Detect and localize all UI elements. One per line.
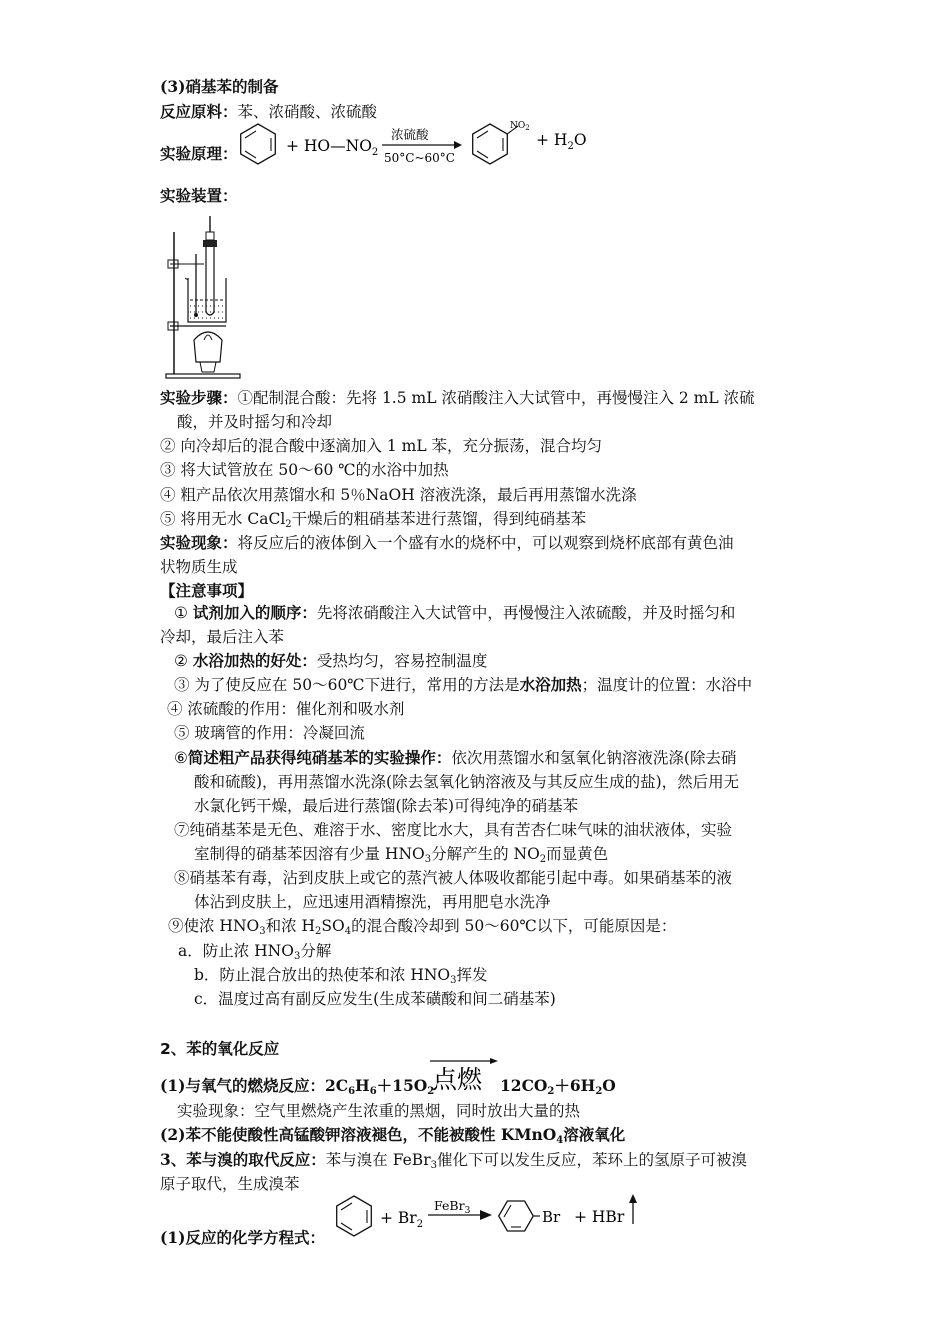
benzene-ring-reactant-2 xyxy=(337,1196,372,1236)
reagent-hono2: + $HO—NO_2$ xyxy=(286,137,379,158)
kmno4-line: (2)苯不能使酸性高锰酸钾溶液褪色，不能被酸性 KMnO$_4$溶液氧化 xyxy=(160,1125,626,1146)
note-4: ④ 浓硫酸的作用：催化剂和吸水剂 xyxy=(167,700,405,718)
arrow-condition-acid: 浓硫酸 xyxy=(391,127,429,142)
notes-title: 【注意事项】 xyxy=(160,581,254,600)
steps-line-1-cont: 酸，并及时摇匀和冷却 xyxy=(177,413,333,431)
bromination-intro: 3、苯与溴的取代反应：苯与溴在 FeBr$_3$催化下可以发生反应，苯环上的氢原子可被溴 xyxy=(160,1150,747,1171)
no2-substituent: $NO_2$ xyxy=(510,121,530,132)
byproduct-water: + $H_2O$ xyxy=(536,131,587,152)
note-7: ⑦纯硝基苯是无色、难溶于水、密度比水大，具有苦杏仁味气味的油状液体，实验 xyxy=(174,821,733,839)
step-5: ⑤ 将用无水 CaCl$_2$干燥后的粗硝基苯进行蒸馏，得到纯硝基苯 xyxy=(160,510,587,530)
note-3: ③ 为了使反应在 50～60℃下进行，常用的方法是水浴加热；温度计的位置：水浴中 xyxy=(174,675,753,694)
apparatus-diagram xyxy=(164,214,244,382)
note-9-b: b．防止混合放出的热使苯和浓 $HNO_3$挥发 xyxy=(194,966,488,986)
note-6-cont-2: 水氯化钙干燥，最后进行蒸馏(除去苯)可得纯净的硝基苯 xyxy=(194,797,579,815)
step-4: ④ 粗产品依次用蒸馏水和 5％NaOH 溶液洗涤，最后再用蒸馏水洗涤 xyxy=(160,486,637,504)
step-2: ② 向冷却后的混合酸中逐滴加入 1 mL 苯，充分振荡，混合均匀 xyxy=(160,437,603,455)
note-8: ⑧硝基苯有毒，沾到皮肤上或它的蒸汽被人体吸收都能引起中毒。如果硝基苯的液 xyxy=(174,869,733,887)
br-substituent: Br xyxy=(542,1208,561,1226)
bromination-equation xyxy=(328,1190,648,1244)
materials-line: 反应原料：苯、浓硝酸、浓硫酸 xyxy=(160,102,378,121)
catalyst-febr3: FeBr$_3$ xyxy=(434,1198,471,1216)
note-9-c: c．温度过高有副反应发生(生成苯磺酸和间二硝基苯) xyxy=(194,990,556,1008)
section-title-nitrobenzene: (3)硝基苯的制备 xyxy=(160,77,279,96)
nitration-equation xyxy=(232,118,612,170)
note-9: ⑨使浓 $HNO_3$和浓 $H_2SO_4$的混合酸冷却到 50～60℃以下，可能原因是： xyxy=(168,917,677,937)
combustion-phenomenon: 实验现象：空气里燃烧产生浓重的黑烟，同时放出大量的热 xyxy=(177,1102,581,1120)
step-3: ③ 将大试管放在 50～60 ℃的水浴中加热 xyxy=(160,461,449,479)
apparatus-label: 实验装置： xyxy=(160,186,238,205)
note-6: ⑥简述粗产品获得纯硝基苯的实验操作：依次用蒸馏水和氢氧化钠溶液洗涤(除去硝 xyxy=(174,748,737,767)
bromination-intro-cont: 原子取代，生成溴苯 xyxy=(160,1175,300,1193)
section-title-oxidation: 2、苯的氧化反应 xyxy=(160,1040,280,1058)
combustion-products: $12CO_2+6H_2O$ xyxy=(500,1076,616,1097)
note-2: ② 水浴加热的好处：受热均匀，容易控制温度 xyxy=(174,651,488,670)
phenomenon-line: 实验现象：将反应后的液体倒入一个盛有水的烧杯中，可以观察到烧杯底部有黄色油 xyxy=(160,533,734,552)
steps-line-1: 实验步骤：①配制混合酸：先将 1.5 mL 浓硝酸注入大试管中，再慢慢注入 2 mL 浓硫 xyxy=(160,388,755,407)
reaction-arrow xyxy=(382,141,462,149)
note-9-a: a．防止浓 $HNO_3$分解 xyxy=(178,942,332,962)
phenomenon-line-cont: 状物质生成 xyxy=(160,558,238,576)
bromobenzene-ring xyxy=(499,1201,540,1231)
principle-label: 实验原理： xyxy=(160,144,238,163)
gas-up-arrow-icon xyxy=(629,1194,637,1224)
note-8-cont: 体沾到皮肤上，应迅速用酒精擦洗，再用肥皂水洗净 xyxy=(194,893,551,911)
bromination-equation-label: (1)反应的化学方程式： xyxy=(160,1228,325,1247)
note-6-cont-1: 酸和硫酸)，再用蒸馏水洗涤(除去氢氧化钠溶液及与其反应生成的盐)，然后用无 xyxy=(194,773,740,791)
note-1-cont: 冷却，最后注入苯 xyxy=(160,628,285,646)
arrow-condition-temp: 50°C~60°C xyxy=(384,151,455,165)
reagent-br2: + $Br_2$ xyxy=(380,1209,424,1230)
combustion-condition-arrow xyxy=(428,1056,500,1096)
byproduct-hbr: + HBr xyxy=(574,1208,625,1226)
benzene-ring-reactant xyxy=(241,124,276,164)
combustion-equation: (1)与氧气的燃烧反应：$2C_6H_6+15O_2$ xyxy=(160,1076,435,1097)
note-7-cont: 室制得的硝基苯因溶有少量 $HNO_3$分解产生的 $NO_2$而显黄色 xyxy=(194,845,609,865)
combustion-condition: 点燃 xyxy=(432,1065,483,1094)
note-5: ⑤ 玻璃管的作用：冷凝回流 xyxy=(174,724,365,742)
note-1: ① 试剂加入的顺序：先将浓硝酸注入大试管中，再慢慢注入浓硫酸，并及时摇匀和 xyxy=(174,603,736,622)
